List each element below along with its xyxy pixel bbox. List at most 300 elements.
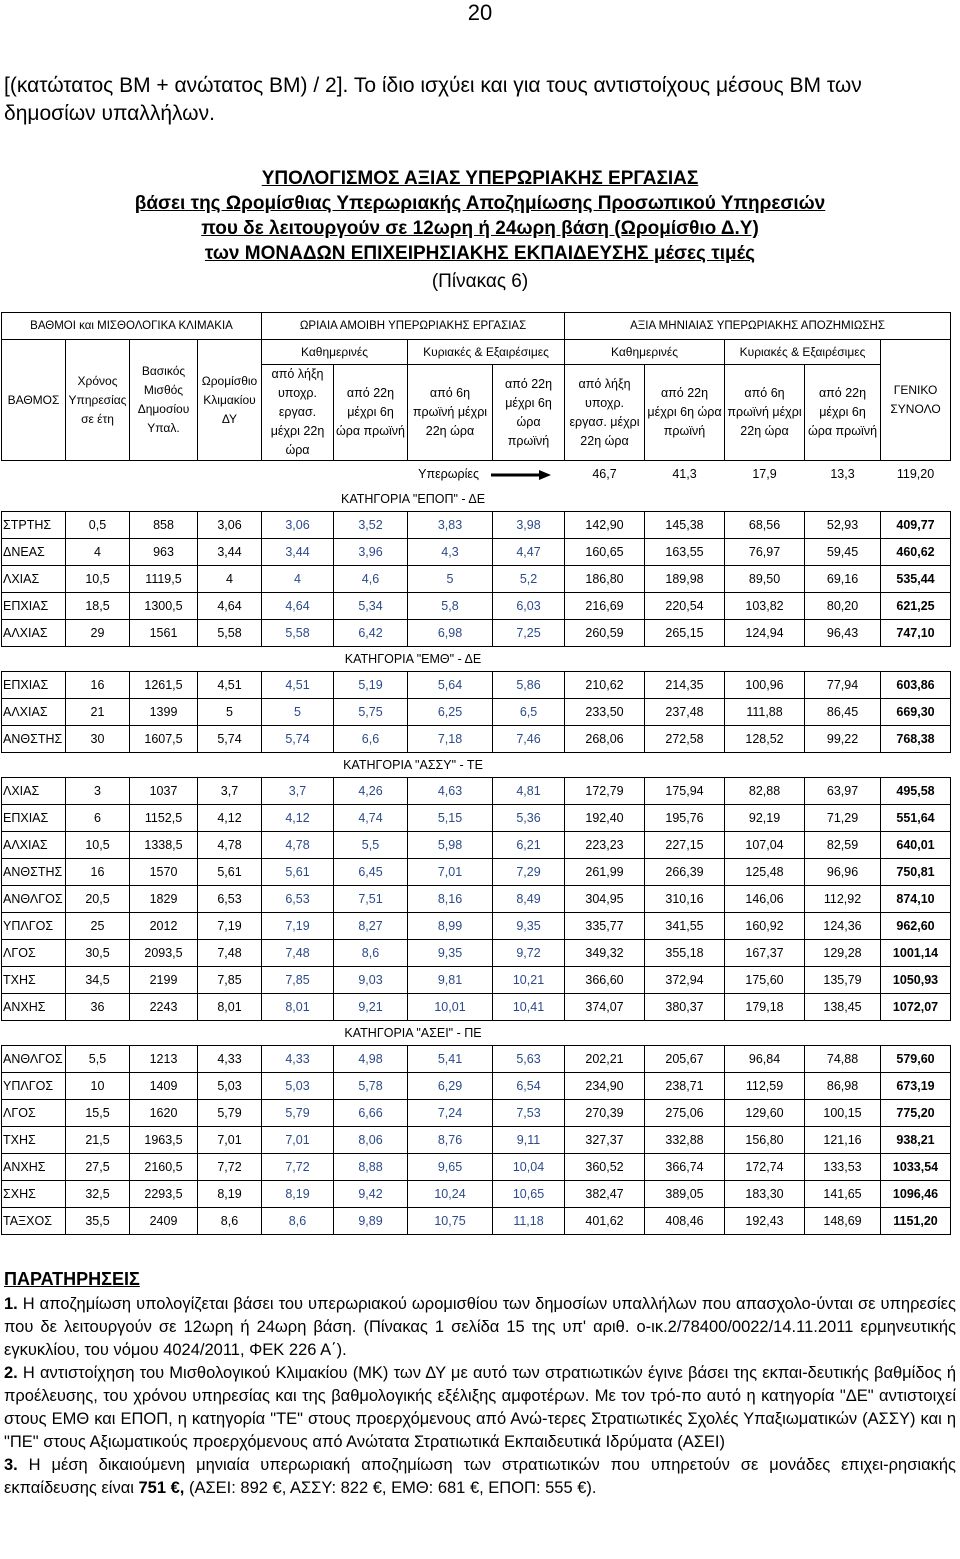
value-cell: 349,32 [565, 940, 645, 967]
value-cell: 335,77 [565, 913, 645, 940]
note-text: Η αντιστοίχηση του Μισθολογικού Κλιμακίου (ΜΚ) των ΔΥ με αυτό των στρατιωτικών έγινε βάσει της εκπαι-δευτικής βαθμίδος ή προέλευσης, του χρόνου υπηρεσίας και της βαθμολογικής εξέλιξης αμφοτέρων. Με τον τρό-πο αυτό η κατηγορία "ΔΕ" αντιστοιχεί στους ΕΜΘ και ΕΠΟΠ, η κατηγορία "ΤΕ" στους προερχόμενους από Ανώ-τερες Στρατιωτικές Σχολές Υπαξιωματικών (ΑΣΣΥ) και η "ΠΕ" στους Αξιωματικούς προερχόμενους από Ανώτατα Στρατιωτικά Εκπαιδευτικά Ιδρύματα (ΑΣΕΙ) [4, 1364, 956, 1451]
value-cell: 146,06 [725, 886, 805, 913]
note-number: 3. [4, 1456, 18, 1474]
value-cell: 77,94 [805, 672, 881, 699]
value-cell: 7,24 [408, 1100, 493, 1127]
value-cell: 74,88 [805, 1046, 881, 1073]
overtime-value: 17,9 [752, 467, 777, 481]
value-cell: 27,5 [66, 1154, 130, 1181]
value-cell: 408,46 [645, 1208, 725, 1235]
category-label: ΚΑΤΗΓΟΡΙΑ "ΕΠΟΠ" - ΔΕ [340, 492, 486, 506]
value-cell: 6,6 [334, 726, 408, 753]
col-header-c5: από λήξη υποχρ. εργασ. μέχρι 22η ώρα [565, 365, 645, 461]
value-cell: 3,44 [262, 539, 334, 566]
table-row [2, 778, 951, 805]
value-cell: 8,19 [262, 1181, 334, 1208]
value-cell: 7,01 [408, 859, 493, 886]
title-line-1: ΥΠΟΛΟΓΙΣΜΟΣ ΑΞΙΑΣ ΥΠΕΡΩΡΙΑΚΗΣ ΕΡΓΑΣΙΑΣ [261, 168, 699, 189]
value-cell: 7,85 [198, 967, 262, 994]
value-cell: 141,65 [805, 1181, 881, 1208]
value-cell: 112,59 [725, 1073, 805, 1100]
value-cell: 8,88 [334, 1154, 408, 1181]
value-cell: 59,45 [805, 539, 881, 566]
value-cell: 145,38 [645, 512, 725, 539]
value-cell: 167,37 [725, 940, 805, 967]
overtime-label: Υπερωρίες [418, 467, 480, 481]
value-cell: 6,25 [408, 699, 493, 726]
value-cell: 535,44 [881, 566, 951, 593]
value-cell: 382,47 [565, 1181, 645, 1208]
value-cell: 389,05 [645, 1181, 725, 1208]
value-cell: 4,3 [408, 539, 493, 566]
value-cell: 233,50 [565, 699, 645, 726]
value-cell: 5,36 [493, 805, 565, 832]
value-cell: 3,98 [493, 512, 565, 539]
value-cell: 4,47 [493, 539, 565, 566]
value-cell: 5,8 [408, 593, 493, 620]
note-text: (ΑΣΕΙ: 892 €, ΑΣΣΥ: 822 €, ΕΜΘ: 681 €, ΕΠΟΠ: 555 €). [184, 1479, 597, 1497]
value-cell: 355,18 [645, 940, 725, 967]
value-cell: 6,45 [334, 859, 408, 886]
value-cell: 238,71 [645, 1073, 725, 1100]
value-cell: 112,92 [805, 886, 881, 913]
table-row [2, 859, 951, 886]
value-cell: 310,16 [645, 886, 725, 913]
value-cell: 5,61 [262, 859, 334, 886]
value-cell: 4,63 [408, 778, 493, 805]
grade-cell: ΕΠΧΙΑΣ [2, 672, 66, 699]
page-number: 20 [467, 0, 493, 25]
value-cell: 4,26 [334, 778, 408, 805]
value-cell: 8,6 [334, 940, 408, 967]
value-cell: 133,53 [805, 1154, 881, 1181]
overtime-label-cell [262, 461, 565, 488]
value-cell: 10,65 [493, 1181, 565, 1208]
grade-cell: ΑΝΧΗΣ [2, 1154, 66, 1181]
table-row [2, 620, 951, 647]
value-cell: 148,69 [805, 1208, 881, 1235]
value-cell: 673,19 [881, 1073, 951, 1100]
grade-cell: ΤΑΞΧΟΣ [2, 1208, 66, 1235]
value-cell: 156,80 [725, 1127, 805, 1154]
value-cell: 86,45 [805, 699, 881, 726]
value-cell: 2093,5 [130, 940, 198, 967]
value-cell: 7,72 [198, 1154, 262, 1181]
value-cell: 8,76 [408, 1127, 493, 1154]
col-header-c8: από 22η μέχρι 6η ώρα πρωϊνή [805, 365, 881, 461]
value-cell: 5,74 [262, 726, 334, 753]
value-cell: 179,18 [725, 994, 805, 1021]
value-cell: 8,06 [334, 1127, 408, 1154]
value-cell: 7,48 [198, 940, 262, 967]
value-cell: 332,88 [645, 1127, 725, 1154]
grade-cell: ΣΧΗΣ [2, 1181, 66, 1208]
value-cell: 1119,5 [130, 566, 198, 593]
value-cell: 89,50 [725, 566, 805, 593]
value-cell: 76,97 [725, 539, 805, 566]
group-header-hourly: ΩΡΙΑΙΑ ΑΜΟΙΒΗ ΥΠΕΡΩΡΙΑΚΗΣ ΕΡΓΑΣΙΑΣ [262, 313, 565, 340]
value-cell: 9,81 [408, 967, 493, 994]
value-cell: 747,10 [881, 620, 951, 647]
value-cell: 5,5 [334, 832, 408, 859]
value-cell: 6 [66, 805, 130, 832]
value-cell: 1607,5 [130, 726, 198, 753]
value-cell: 4,74 [334, 805, 408, 832]
value-cell: 35,5 [66, 1208, 130, 1235]
value-cell: 10,21 [493, 967, 565, 994]
value-cell: 10,5 [66, 832, 130, 859]
value-cell: 4,33 [198, 1046, 262, 1073]
notes-section [4, 1268, 956, 1500]
table-row [2, 726, 951, 753]
note-1 [4, 1293, 956, 1362]
value-cell: 1620 [130, 1100, 198, 1127]
value-cell: 327,37 [565, 1127, 645, 1154]
group-header-monthly: ΑΞΙΑ ΜΗΝΙΑΙΑΣ ΥΠΕΡΩΡΙΑΚΗΣ ΑΠΟΖΗΜΙΩΣΗΣ [565, 313, 951, 340]
value-cell: 128,52 [725, 726, 805, 753]
value-cell: 9,35 [408, 940, 493, 967]
table-row [2, 539, 951, 566]
value-cell: 3,06 [262, 512, 334, 539]
value-cell: 11,18 [493, 1208, 565, 1235]
value-cell: 5,15 [408, 805, 493, 832]
col-header-c4: από 22η μέχρι 6η ώρα πρωϊνή [493, 365, 565, 461]
value-cell: 4 [262, 566, 334, 593]
value-cell: 4,81 [493, 778, 565, 805]
col-header-c3: από 6η πρωϊνή μέχρι 22η ώρα [408, 365, 493, 461]
value-cell: 5,41 [408, 1046, 493, 1073]
col-header-years: Χρόνος Υπηρεσίας σε έτη [66, 340, 130, 461]
value-cell: 3,06 [198, 512, 262, 539]
grade-cell: ΑΝΘΣΤΗΣ [2, 726, 66, 753]
table-row [2, 1181, 951, 1208]
table-row [2, 699, 951, 726]
value-cell: 71,29 [805, 805, 881, 832]
value-cell: 460,62 [881, 539, 951, 566]
value-cell: 4,64 [262, 593, 334, 620]
value-cell: 205,67 [645, 1046, 725, 1073]
value-cell: 10,01 [408, 994, 493, 1021]
value-cell: 5 [198, 699, 262, 726]
value-cell: 96,84 [725, 1046, 805, 1073]
value-cell: 3,96 [334, 539, 408, 566]
col-header-c2: από 22η μέχρι 6η ώρα πρωϊνή [334, 365, 408, 461]
value-cell: 129,60 [725, 1100, 805, 1127]
value-cell: 52,93 [805, 512, 881, 539]
value-cell: 18,5 [66, 593, 130, 620]
value-cell: 92,19 [725, 805, 805, 832]
grade-cell: ΛΓΟΣ [2, 1100, 66, 1127]
value-cell: 7,01 [198, 1127, 262, 1154]
value-cell: 216,69 [565, 593, 645, 620]
value-cell: 8,27 [334, 913, 408, 940]
title-line-4: των ΜΟΝΑΔΩΝ ΕΠΙΧΕΙΡΗΣΙΑΚΗΣ ΕΚΠΑΙΔΕΥΣΗΣ μέσες τιμές [204, 243, 756, 264]
value-cell: 366,74 [645, 1154, 725, 1181]
value-cell: 304,95 [565, 886, 645, 913]
value-cell: 68,56 [725, 512, 805, 539]
table-row [2, 566, 951, 593]
category-header-row [2, 753, 951, 778]
sub-header-row [2, 340, 951, 365]
value-cell: 4,6 [334, 566, 408, 593]
grade-cell: ΤΧΗΣ [2, 967, 66, 994]
value-cell: 99,22 [805, 726, 881, 753]
value-cell: 34,5 [66, 967, 130, 994]
value-cell: 111,88 [725, 699, 805, 726]
grade-cell: ΛΧΙΑΣ [2, 566, 66, 593]
value-cell: 63,97 [805, 778, 881, 805]
value-cell: 100,96 [725, 672, 805, 699]
table-row [2, 1100, 951, 1127]
value-cell: 1001,14 [881, 940, 951, 967]
value-cell: 938,21 [881, 1127, 951, 1154]
value-cell: 160,65 [565, 539, 645, 566]
value-cell: 1409 [130, 1073, 198, 1100]
value-cell: 0,5 [66, 512, 130, 539]
value-cell: 5,75 [334, 699, 408, 726]
value-cell: 5,74 [198, 726, 262, 753]
value-cell: 858 [130, 512, 198, 539]
col-header-c6: από 22η μέχρι 6η ώρα πρωϊνή [645, 365, 725, 461]
value-cell: 6,54 [493, 1073, 565, 1100]
value-cell: 10,24 [408, 1181, 493, 1208]
note-number: 2. [4, 1364, 18, 1382]
value-cell: 265,15 [645, 620, 725, 647]
value-cell: 25 [66, 913, 130, 940]
value-cell: 186,80 [565, 566, 645, 593]
value-cell: 7,18 [408, 726, 493, 753]
value-cell: 36 [66, 994, 130, 1021]
value-cell: 3,7 [198, 778, 262, 805]
note-amount: 751 €, [138, 1479, 185, 1497]
value-cell: 2012 [130, 913, 198, 940]
grade-cell: ΑΛΧΙΑΣ [2, 699, 66, 726]
value-cell: 374,07 [565, 994, 645, 1021]
value-cell: 750,81 [881, 859, 951, 886]
value-cell: 341,55 [645, 913, 725, 940]
value-cell: 7,51 [334, 886, 408, 913]
value-cell: 7,01 [262, 1127, 334, 1154]
value-cell: 409,77 [881, 512, 951, 539]
grade-cell: ΑΛΧΙΑΣ [2, 620, 66, 647]
value-cell: 129,28 [805, 940, 881, 967]
value-cell: 4,51 [262, 672, 334, 699]
notes-heading: ΠΑΡΑΤΗΡΗΣΕΙΣ [4, 1269, 140, 1289]
value-cell: 1261,5 [130, 672, 198, 699]
overtime-value: 13,3 [830, 467, 855, 481]
grade-cell: ΔΝΕΑΣ [2, 539, 66, 566]
value-cell: 160,92 [725, 913, 805, 940]
value-cell: 5,63 [493, 1046, 565, 1073]
value-cell: 220,54 [645, 593, 725, 620]
value-cell: 5,03 [262, 1073, 334, 1100]
value-cell: 9,03 [334, 967, 408, 994]
value-cell: 962,60 [881, 913, 951, 940]
value-cell: 768,38 [881, 726, 951, 753]
value-cell: 275,06 [645, 1100, 725, 1127]
note-3 [4, 1454, 956, 1500]
intro-paragraph: [(κατώτατος ΒΜ + ανώτατος ΒΜ) / 2]. Το ίδιο ισχύει και για τους αντιστοίχους μέσους ΒΜ των δημοσίων υπαλλήλων. [4, 74, 862, 125]
col-header-salary: Βασικός Μισθός Δημοσίου Υπαλ. [130, 340, 198, 461]
value-cell: 603,86 [881, 672, 951, 699]
value-cell: 8,6 [262, 1208, 334, 1235]
category-header-row [2, 487, 951, 512]
value-cell: 5,79 [198, 1100, 262, 1127]
overtime-table [1, 312, 951, 1235]
value-cell: 5,79 [262, 1100, 334, 1127]
value-cell: 9,89 [334, 1208, 408, 1235]
value-cell: 9,11 [493, 1127, 565, 1154]
value-cell: 214,35 [645, 672, 725, 699]
value-cell: 266,39 [645, 859, 725, 886]
value-cell: 210,62 [565, 672, 645, 699]
value-cell: 401,62 [565, 1208, 645, 1235]
value-cell: 5 [262, 699, 334, 726]
value-cell: 86,98 [805, 1073, 881, 1100]
value-cell: 9,21 [334, 994, 408, 1021]
value-cell: 30 [66, 726, 130, 753]
value-cell: 172,74 [725, 1154, 805, 1181]
note-number: 1. [4, 1295, 18, 1313]
value-cell: 1570 [130, 859, 198, 886]
value-cell: 124,36 [805, 913, 881, 940]
grade-cell: ΕΠΧΙΑΣ [2, 593, 66, 620]
grade-cell: ΑΝΘΣΤΗΣ [2, 859, 66, 886]
value-cell: 234,90 [565, 1073, 645, 1100]
value-cell: 2243 [130, 994, 198, 1021]
value-cell: 360,52 [565, 1154, 645, 1181]
value-cell: 21 [66, 699, 130, 726]
value-cell: 195,76 [645, 805, 725, 832]
grade-cell: ΑΛΧΙΑΣ [2, 832, 66, 859]
value-cell: 9,72 [493, 940, 565, 967]
title-line-3: που δε λειτουργούν σε 12ωρη ή 24ωρη βάση (Ωρομίσθιο Δ.Υ) [201, 218, 759, 239]
col-header-total: ΓΕΝΙΚΟ ΣΥΝΟΛΟ [881, 340, 951, 461]
value-cell: 124,94 [725, 620, 805, 647]
value-cell: 1033,54 [881, 1154, 951, 1181]
value-cell: 1213 [130, 1046, 198, 1073]
table-row [2, 1208, 951, 1235]
value-cell: 183,30 [725, 1181, 805, 1208]
table-row [2, 886, 951, 913]
table-row [2, 1154, 951, 1181]
value-cell: 5,2 [493, 566, 565, 593]
value-cell: 8,99 [408, 913, 493, 940]
value-cell: 82,59 [805, 832, 881, 859]
value-cell: 8,16 [408, 886, 493, 913]
value-cell: 163,55 [645, 539, 725, 566]
value-cell: 5,61 [198, 859, 262, 886]
value-cell: 223,23 [565, 832, 645, 859]
value-cell: 135,79 [805, 967, 881, 994]
note-2 [4, 1362, 956, 1454]
value-cell: 9,65 [408, 1154, 493, 1181]
value-cell: 6,98 [408, 620, 493, 647]
value-cell: 175,60 [725, 967, 805, 994]
value-cell: 125,48 [725, 859, 805, 886]
sub-header-weekday-monthly: Καθημερινές [565, 340, 725, 365]
grade-cell: ΥΠΛΓΟΣ [2, 913, 66, 940]
value-cell: 82,88 [725, 778, 805, 805]
value-cell: 9,35 [493, 913, 565, 940]
value-cell: 1338,5 [130, 832, 198, 859]
sub-header-weekday-hourly: Καθημερινές [262, 340, 408, 365]
title-line-2: βάσει της Ωρομίσθιας Υπερωριακής Αποζημίωσης Προσωπικού Υπηρεσιών [134, 193, 826, 214]
value-cell: 10,41 [493, 994, 565, 1021]
value-cell: 1152,5 [130, 805, 198, 832]
value-cell: 103,82 [725, 593, 805, 620]
value-cell: 10,04 [493, 1154, 565, 1181]
value-cell: 270,39 [565, 1100, 645, 1127]
table-row [2, 593, 951, 620]
value-cell: 579,60 [881, 1046, 951, 1073]
value-cell: 8,19 [198, 1181, 262, 1208]
value-cell: 227,15 [645, 832, 725, 859]
category-label: ΚΑΤΗΓΟΡΙΑ "ΕΜΘ" - ΔΕ [344, 652, 482, 666]
value-cell: 3 [66, 778, 130, 805]
value-cell: 366,60 [565, 967, 645, 994]
value-cell: 3,52 [334, 512, 408, 539]
value-cell: 6,66 [334, 1100, 408, 1127]
category-header-row [2, 647, 951, 672]
value-cell: 3,7 [262, 778, 334, 805]
value-cell: 16 [66, 859, 130, 886]
table-row [2, 672, 951, 699]
value-cell: 7,48 [262, 940, 334, 967]
table-title-block [0, 166, 960, 294]
value-cell: 272,58 [645, 726, 725, 753]
value-cell: 7,29 [493, 859, 565, 886]
value-cell: 29 [66, 620, 130, 647]
value-cell: 8,49 [493, 886, 565, 913]
grade-cell: ΛΓΟΣ [2, 940, 66, 967]
value-cell: 21,5 [66, 1127, 130, 1154]
value-cell: 7,46 [493, 726, 565, 753]
value-cell: 268,06 [565, 726, 645, 753]
value-cell: 5,5 [66, 1046, 130, 1073]
grade-cell: ΤΧΗΣ [2, 1127, 66, 1154]
table-row [2, 832, 951, 859]
overtime-value: 119,20 [896, 467, 935, 481]
table-row [2, 1127, 951, 1154]
value-cell: 5,64 [408, 672, 493, 699]
value-cell: 15,5 [66, 1100, 130, 1127]
group-header-grades: ΒΑΘΜΟΙ και ΜΙΣΘΟΛΟΓΙΚΑ ΚΛΙΜΑΚΙΑ [2, 313, 262, 340]
value-cell: 237,48 [645, 699, 725, 726]
value-cell: 1963,5 [130, 1127, 198, 1154]
value-cell: 7,72 [262, 1154, 334, 1181]
value-cell: 96,43 [805, 620, 881, 647]
value-cell: 669,30 [881, 699, 951, 726]
value-cell: 192,40 [565, 805, 645, 832]
value-cell: 6,03 [493, 593, 565, 620]
value-cell: 261,99 [565, 859, 645, 886]
value-cell: 142,90 [565, 512, 645, 539]
value-cell: 4,12 [198, 805, 262, 832]
grade-cell: ΕΠΧΙΑΣ [2, 805, 66, 832]
value-cell: 2293,5 [130, 1181, 198, 1208]
value-cell: 3,44 [198, 539, 262, 566]
value-cell: 10,5 [66, 566, 130, 593]
value-cell: 874,10 [881, 886, 951, 913]
col-header-c7: από 6η πρωϊνή μέχρι 22η ώρα [725, 365, 805, 461]
table-row [2, 1046, 951, 1073]
col-header-c1: από λήξη υποχρ. εργασ. μέχρι 22η ώρα [262, 365, 334, 461]
value-cell: 6,53 [262, 886, 334, 913]
overtime-value: 46,7 [592, 467, 617, 481]
value-cell: 1829 [130, 886, 198, 913]
value-cell: 5,58 [198, 620, 262, 647]
